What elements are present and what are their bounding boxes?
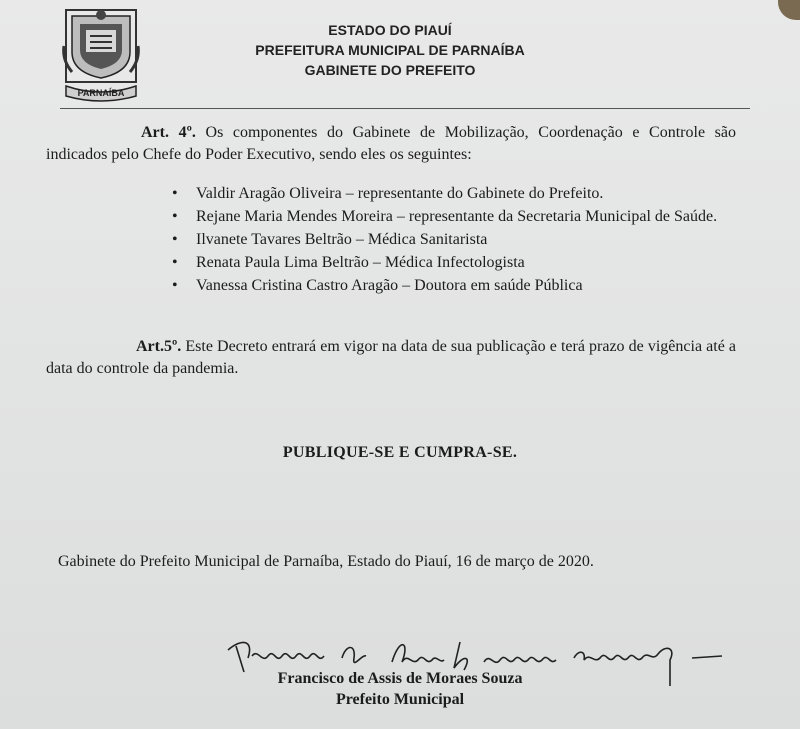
article-4 (46, 122, 736, 166)
letterhead (200, 20, 580, 80)
crest-banner-text: PARNAÍBA (77, 88, 125, 98)
header-state: ESTADO DO PIAUÍ (328, 22, 452, 38)
background-corner (778, 0, 800, 20)
place-and-date: Gabinete do Prefeito Municipal de Parnaíba, Estado do Piauí, 16 de março de 2020. (58, 553, 594, 570)
list-item: • Renata Paula Lima Beltrão – Médica Infectologista (170, 252, 730, 274)
list-item: • Ilvanete Tavares Beltrão – Médica Sanitarista (170, 229, 730, 251)
signatory-name: Francisco de Assis de Moraes Souza (277, 670, 523, 687)
list-item: • Vanessa Cristina Castro Aragão – Doutora em saúde Pública (170, 275, 730, 297)
signatory (0, 668, 800, 710)
members-list (170, 183, 730, 298)
header-gabinete: GABINETE DO PREFEITO (304, 62, 476, 78)
article-5-text: Este Decreto entrará em vigor na data de sua publicação e terá prazo de vigência até a data do controle da pandemia. (46, 338, 737, 377)
coat-of-arms-icon (62, 6, 140, 102)
signatory-title: Prefeito Municipal (335, 691, 465, 708)
article-4-label: Art. 4º. (141, 124, 196, 141)
article-5-label: Art.5º. (136, 338, 182, 355)
article-5 (46, 336, 736, 380)
list-item: • Valdir Aragão Oliveira – representante do Gabinete do Prefeito. (170, 183, 730, 205)
list-item: • Rejane Maria Mendes Moreira – representante da Secretaria Municipal de Saúde. (170, 206, 730, 228)
closing-formula: PUBLIQUE-SE E CUMPRA-SE. (282, 444, 518, 461)
article-4-text: Os componentes do Gabinete de Mobilização, Coordenação e Controle são indicados pelo Chefe do Poder Executivo, sendo eles os seguintes: (46, 124, 736, 163)
header-divider (60, 108, 750, 109)
header-prefeitura: PREFEITURA MUNICIPAL DE PARNAÍBA (255, 42, 525, 58)
